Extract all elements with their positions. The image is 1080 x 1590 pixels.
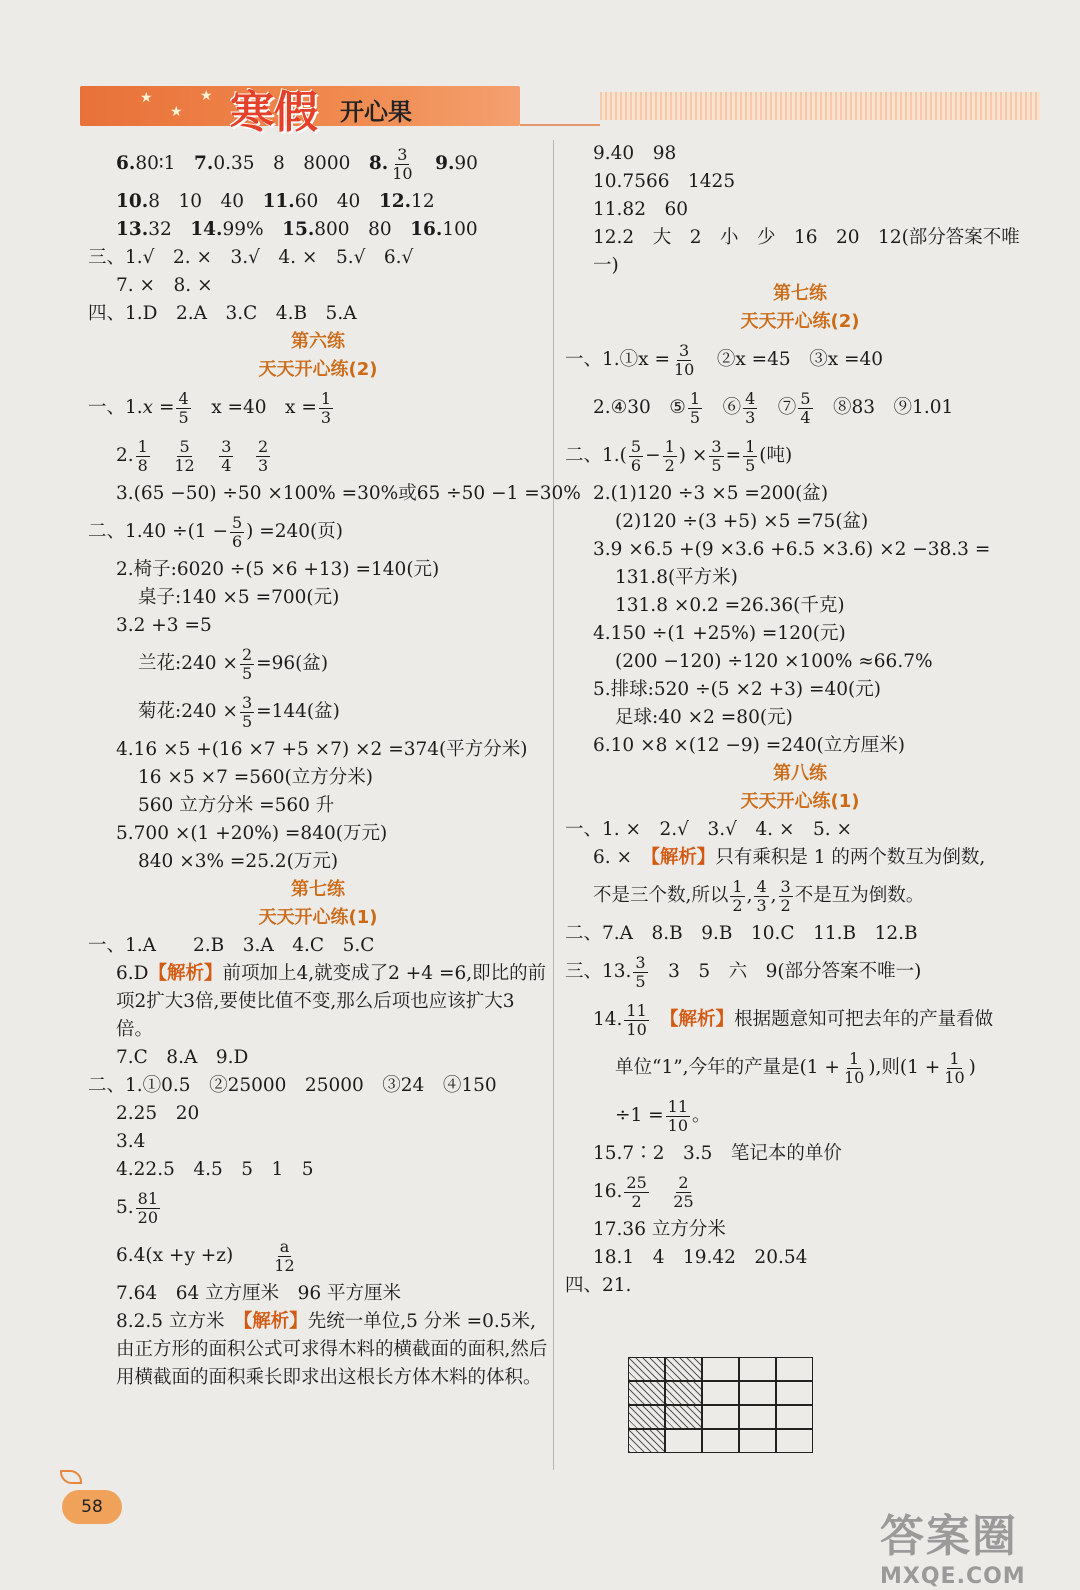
answer-line: 18.1 4 19.42 20.54 xyxy=(593,1247,808,1268)
star-icon: ★ xyxy=(200,88,213,104)
grid-cell xyxy=(628,1381,665,1405)
answer-line: 4.150 ÷(1 +25%) =120(元) xyxy=(593,623,846,644)
answer-line: 7.64 64 立方厘米 96 平方厘米 xyxy=(116,1283,402,1304)
section-title: 第七练 xyxy=(773,283,827,304)
star-icon: ★ xyxy=(170,104,183,120)
section-title: 第七练 xyxy=(291,879,345,900)
fraction: $\frac{3}{10}$ xyxy=(673,340,695,379)
answer-line: 840 ×3% =25.2(万元) xyxy=(138,851,339,872)
answer-line: 7.C 8.A 9.D xyxy=(116,1047,249,1068)
answer-line: 13.32 14.99% 15.800 80 16.100 xyxy=(116,219,478,240)
answer-line: 3.4 xyxy=(116,1131,146,1152)
answer-line: 三、13. $\frac{3}{5}$ 3 5 六 9(部分答案不唯一) xyxy=(565,952,922,991)
header-banner xyxy=(80,86,1040,138)
answer-line: 16 ×5 ×7 =560(立方分米) xyxy=(138,767,373,788)
fraction: $\frac{3}{5}$ xyxy=(711,436,722,475)
fraction: $\frac{2}{25}$ xyxy=(673,1172,694,1211)
answer-line: (2)120 ÷(3 +5) ×5 =75(盆) xyxy=(615,511,869,532)
answer-line: 足球:40 ×2 =80(元) xyxy=(615,707,793,728)
answer-line: 3.(65 −50) ÷50 ×100% =30%或65 ÷50 −1 =30% xyxy=(116,483,581,504)
fraction: $\frac{3}{10}$ xyxy=(392,144,413,183)
fraction: $\frac{1}{10}$ xyxy=(944,1048,965,1087)
answer-line: 四、1.D 2.A 3.C 4.B 5.A xyxy=(88,303,357,324)
answer-line: 12.2 大 2 小 少 16 20 12(部分答案不唯一) xyxy=(593,227,1020,276)
answer-line: 四、21. xyxy=(565,1275,632,1296)
answer-line: 二、1.( $\frac{5}{6}$ − $\frac{1}{2}$ ) × $\frac{3}{5}$ = $\frac{1}{5}$ (吨) xyxy=(565,436,793,475)
fraction: $\frac{1}{5}$ xyxy=(745,436,756,475)
grid-cell xyxy=(628,1357,665,1381)
answer-line: 2.25 20 xyxy=(116,1103,200,1124)
header-subtitle: 开心果 xyxy=(340,98,412,126)
answer-line: ÷1 = $\frac{11}{10}$ 。 xyxy=(615,1096,711,1135)
fraction: $\frac{4}{3}$ xyxy=(756,876,767,915)
fraction: $\frac{1}{2}$ xyxy=(732,876,743,915)
grid-cell xyxy=(776,1429,813,1453)
answer-line: 三、1.√ 2. × 3.√ 4. × 5.√ 6.√ xyxy=(88,247,414,268)
answer-line: 一、1. × 2.√ 3.√ 4. × 5. × xyxy=(565,819,852,840)
answer-line: 菊花:240 × $\frac{3}{5}$ =144(盆) xyxy=(138,692,340,731)
answer-line: 6.10 ×8 ×(12 −9) =240(立方厘米) xyxy=(593,735,905,756)
answer-line: 5.700 ×(1 +20%) =840(万元) xyxy=(116,823,388,844)
fraction: $\frac{2}{3}$ xyxy=(257,436,269,475)
answer-line: 7. × 8. × xyxy=(116,275,213,296)
answer-line: 6.4(x +y +z) $\frac{a}{12}$ xyxy=(116,1236,295,1275)
answer-line: 4.22.5 4.5 5 1 5 xyxy=(116,1159,314,1180)
left-column xyxy=(88,140,581,1392)
header-title: 寒假 xyxy=(230,87,318,138)
answer-line: 10.7566 1425 xyxy=(593,171,736,192)
section-subtitle: 天天开心练(1) xyxy=(740,791,860,812)
fraction: $\frac{25}{2}$ xyxy=(626,1172,647,1211)
answer-line: 不是三个数,所以 $\frac{1}{2}$ , $\frac{4}{3}$ , $\frac{3}{2}$ 不是互为倒数。 xyxy=(593,876,925,915)
fraction: $\frac{3}{4}$ xyxy=(221,436,232,475)
grid-cell xyxy=(702,1405,739,1429)
column-divider xyxy=(553,140,554,1470)
fraction: $\frac{1}{2}$ xyxy=(664,436,675,475)
grid-cell xyxy=(776,1357,813,1381)
grid-cell xyxy=(702,1429,739,1453)
fraction: $\frac{5}{12}$ xyxy=(174,436,195,475)
answer-line: 131.8(平方米) xyxy=(615,567,738,588)
fraction: $\frac{1}{8}$ xyxy=(137,436,148,475)
answer-line: 6.D【解析】前项加上4,就变成了2 +4 =6,即比的前项2扩大3倍,要使比值不变,那么后项也应该扩大3倍。 xyxy=(116,963,547,1040)
grid-cell xyxy=(739,1405,776,1429)
answer-line: 15.7∶2 3.5 笔记本的单价 xyxy=(593,1143,842,1164)
answer-line: 560 立方分米 =560 升 xyxy=(138,795,335,816)
right-column xyxy=(565,140,1035,1300)
fraction: $\frac{1}{5}$ xyxy=(689,388,701,427)
grid-cell xyxy=(702,1381,739,1405)
fraction: $\frac{81}{20}$ xyxy=(137,1188,159,1227)
grid-cell xyxy=(776,1381,813,1405)
grid-cell xyxy=(702,1357,739,1381)
section-subtitle: 天天开心练(2) xyxy=(740,311,860,332)
answer-line: 3.2 +3 =5 xyxy=(116,615,212,636)
answer-line: 16. $\frac{25}{2}$ $\frac{2}{25}$ xyxy=(593,1172,694,1211)
fraction: $\frac{11}{10}$ xyxy=(626,1000,647,1039)
page-number: 58 xyxy=(62,1490,122,1524)
answer-line: 11.82 60 xyxy=(593,199,689,220)
answer-line: 17.36 立方分米 xyxy=(593,1219,726,1240)
answer-line: 4.16 ×5 +(16 ×7 +5 ×7) ×2 =374(平方分米) xyxy=(116,739,528,760)
answer-line: 2. $\frac{1}{8}$ $\frac{5}{12}$ $\frac{3}{4}$ $\frac{2}{3}$ xyxy=(116,436,269,475)
fraction: $\frac{3}{2}$ xyxy=(780,876,791,915)
leaf-icon xyxy=(60,1470,82,1484)
fraction: $\frac{2}{5}$ xyxy=(241,644,253,683)
grid-cell xyxy=(628,1405,665,1429)
answer-line: 131.8 ×0.2 =26.36(千克) xyxy=(615,595,845,616)
fraction: $\frac{4}{3}$ xyxy=(745,388,756,427)
answer-line: 5.排球:520 ÷(5 ×2 +3) =40(元) xyxy=(593,679,881,700)
answer-line: 2.(1)120 ÷3 ×5 =200(盆) xyxy=(593,483,829,504)
grid-cell xyxy=(665,1381,702,1405)
answer-line: 14. $\frac{11}{10}$ 【解析】根据题意知可把去年的产量看做 xyxy=(593,1000,994,1039)
answer-line: 2.椅子:6020 ÷(5 ×6 +13) =140(元) xyxy=(116,559,440,580)
fraction: $\frac{a}{12}$ xyxy=(274,1236,295,1275)
fraction: $\frac{3}{5}$ xyxy=(241,692,253,731)
answer-line: 2.④30 ⑤ $\frac{1}{5}$ ⑥ $\frac{4}{3}$ ⑦ $\frac{5}{4}$ ⑧83 ⑨1.01 xyxy=(593,388,954,427)
star-icon: ★ xyxy=(140,90,153,106)
watermark-title: 答案圈 xyxy=(880,1511,1018,1562)
fraction: $\frac{3}{5}$ xyxy=(635,952,646,991)
grid-cell xyxy=(739,1357,776,1381)
grid-cell xyxy=(739,1429,776,1453)
answer-line: 8.2.5 立方米 【解析】先统一单位,5 分米 =0.5米,由正方形的面积公式可求得木料的横截面的面积,然后用横截面的面积乘长即求出这根长方体木料的体积。 xyxy=(116,1311,548,1388)
answer-line: 一、1.A 2.B 3.A 4.C 5.C xyxy=(88,935,375,956)
answer-line: 3.9 ×6.5 +(9 ×3.6 +6.5 ×3.6) ×2 −38.3 = xyxy=(593,539,991,560)
answer-line: 一、1.①x = $\frac{3}{10}$ ②x =45 ③x =40 xyxy=(565,340,884,379)
fraction: $\frac{5}{4}$ xyxy=(800,388,811,427)
grid-cell xyxy=(776,1405,813,1429)
answer-line: 6.80∶1 7.0.35 8 8000 8. $\frac{3}{10}$ 9.90 xyxy=(116,144,478,183)
answer-line: 二、7.A 8.B 9.B 10.C 11.B 12.B xyxy=(565,923,918,944)
watermark xyxy=(880,1500,1060,1589)
grid-cell xyxy=(665,1405,702,1429)
answer-line: 二、1.40 ÷(1 − $\frac{5}{6}$ ) =240(页) xyxy=(88,512,343,551)
fraction: $\frac{11}{10}$ xyxy=(667,1096,689,1135)
answer-line: 6. × 【解析】只有乘积是 1 的两个数互为倒数, xyxy=(593,847,986,868)
section-title: 第八练 xyxy=(773,763,827,784)
section-subtitle: 天天开心练(2) xyxy=(258,359,378,380)
grid-cell xyxy=(665,1357,702,1381)
answer-line: 单位“1”,今年的产量是(1 + $\frac{1}{10}$ ),则(1 + $\frac{1}{10}$ ) xyxy=(615,1048,976,1087)
answer-line: 兰花:240 × $\frac{2}{5}$ =96(盆) xyxy=(138,644,329,683)
answer-line: 5. $\frac{81}{20}$ xyxy=(116,1188,159,1227)
answer-line: 一、1.x = $\frac{4}{5}$ x =40 x = $\frac{1}{3}$ xyxy=(88,388,332,427)
fraction: $\frac{4}{5}$ xyxy=(178,388,189,427)
section-title: 第六练 xyxy=(291,331,345,352)
banner-right-pattern xyxy=(600,92,1040,120)
section-subtitle: 天天开心练(1) xyxy=(258,907,378,928)
fraction: $\frac{5}{6}$ xyxy=(231,512,243,551)
fraction: $\frac{1}{10}$ xyxy=(843,1048,865,1087)
fraction: $\frac{1}{3}$ xyxy=(320,388,332,427)
answer-line: 10.8 10 40 11.60 40 12.12 xyxy=(116,191,435,212)
grid-cell xyxy=(628,1429,665,1453)
grid-cell xyxy=(665,1429,702,1453)
answer-line: 9.40 98 xyxy=(593,143,677,164)
answer-line: 桌子:140 ×5 =700(元) xyxy=(138,587,340,608)
grid-cell xyxy=(739,1381,776,1405)
fraction: $\frac{5}{6}$ xyxy=(630,436,642,475)
answer-line: (200 −120) ÷120 ×100% ≈66.7% xyxy=(615,651,933,672)
banner-rule xyxy=(520,124,600,126)
watermark-url: MXQE.COM xyxy=(880,1564,1026,1589)
answer-line: 二、1.①0.5 ②25000 25000 ③24 ④150 xyxy=(88,1075,497,1096)
